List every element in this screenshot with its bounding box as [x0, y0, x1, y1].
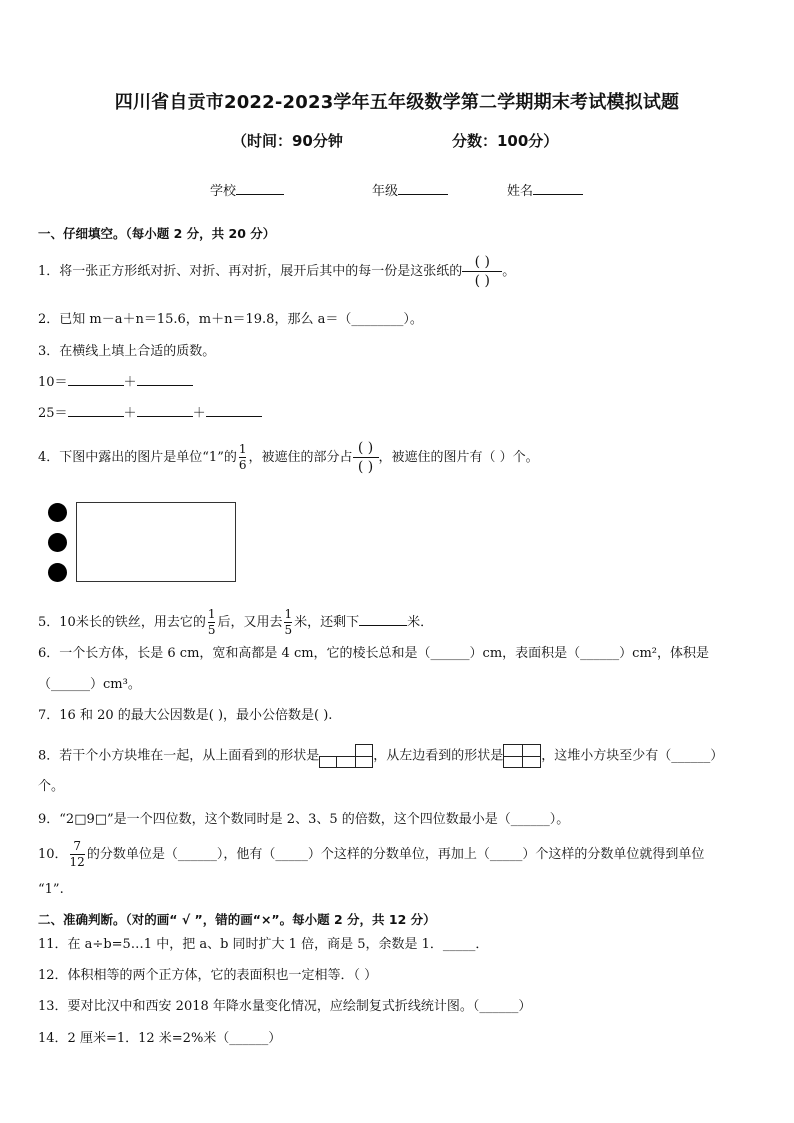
q10-den: 12: [69, 855, 85, 869]
q1-frac-bottom: ( ): [474, 273, 490, 289]
name-label: 姓名: [507, 184, 534, 199]
q3-line-25: [38, 405, 262, 423]
exam-time: （时间：90分钟: [232, 132, 343, 150]
grade-label: 年级: [372, 184, 399, 199]
q4-fraction-blank: [353, 440, 379, 475]
exam-score: 分数：100分）: [452, 132, 559, 150]
q3-line2-prefix: 25＝: [38, 406, 68, 421]
q1-text: 1．将一张正方形纸对折、对折、再对折，展开后其中的每一份是这张纸的: [38, 264, 463, 279]
q5-part1: 5．10米长的铁丝，用去它的: [38, 615, 206, 630]
q5-den2: 5: [284, 623, 293, 637]
q5-num1: 1: [207, 607, 216, 621]
q4-frac-bottom: ( ): [357, 459, 374, 475]
school-field: [210, 180, 284, 199]
exam-title: 四川省自贡市2022-2023学年五年级数学第二学期期末考试模拟试题: [114, 92, 680, 113]
q4-part2: ，被遮住的部分占: [248, 450, 353, 465]
cover-rectangle: [76, 502, 236, 582]
question-9: 9．“2□9□”是一个四位数，这个数同时是 2、3、5 的倍数，这个四位数最小是（______）。: [38, 812, 570, 827]
q4-fraction: [239, 443, 247, 472]
left-view-shape: [503, 744, 541, 768]
school-blank: [236, 194, 284, 195]
q1-end: 。: [502, 264, 516, 279]
question-10: [38, 840, 704, 869]
question-8: [38, 744, 723, 768]
question-12: 12．体积相等的两个正方体，它的表面积也一定相等．（ ）: [38, 968, 378, 983]
circle-icon: [48, 563, 67, 582]
question-14: 14．2 厘米=1．12 米=2%米（______）: [38, 1031, 282, 1046]
q10-text: 的分数单位是（______），他有（_____）个这样的分数单位，再加上（_____）个这样的分数单位就得到单位: [86, 847, 705, 862]
q8-part1: 8．若干个小方块堆在一起，从上面看到的形状是: [38, 748, 320, 764]
q3-blank: [137, 416, 193, 417]
q8-part3: ，这堆小方块至少有（______）: [541, 748, 724, 764]
q4-num: 1: [238, 442, 247, 456]
q3-line-10: [38, 374, 193, 392]
question-1: [38, 254, 515, 289]
q4-frac-top: ( ): [357, 440, 374, 456]
grade-field: [372, 180, 448, 199]
q4-den: 6: [238, 458, 247, 472]
plus-sign: ＋: [192, 406, 206, 421]
question-8-line-2: 个。: [38, 779, 65, 794]
q5-part3: 米，还剩下: [294, 615, 360, 630]
circle-icon: [48, 533, 67, 552]
q8-part2: ，从左边看到的形状是: [373, 748, 504, 764]
question-3: 3．在横线上填上合适的质数。: [38, 344, 216, 359]
grade-blank: [398, 194, 448, 195]
q5-blank: [359, 625, 407, 626]
question-6-line-2: （______）cm³。: [38, 677, 141, 692]
question-6-line-1: 6．一个长方体，长是 6 cm，宽和高都是 4 cm，它的棱长总和是（______）cm，表面积是（______）cm²，体积是: [38, 646, 709, 661]
q10-fraction: [70, 840, 85, 869]
name-field: [507, 180, 583, 199]
q5-part4: 米．: [407, 615, 434, 630]
name-blank: [533, 194, 583, 195]
question-11: 11．在 a÷b=5…1 中，把 a、b 同时扩大 1 倍，商是 5，余数是 1．_____．: [38, 937, 489, 952]
q10-num: 7: [73, 839, 81, 853]
question-2: 2．已知 m－a＋n＝15.6，m＋n＝19.8，那么 a＝（________）。: [38, 312, 423, 327]
question-13: 13．要对比汉中和西安 2018 年降水量变化情况，应绘制复式折线统计图。（______）: [38, 999, 532, 1014]
q10-prefix: 10．: [38, 847, 68, 862]
q3-line1-prefix: 10＝: [38, 375, 68, 390]
section-1-title: 一、仔细填空。（每小题 2 分，共 20 分）: [38, 226, 276, 241]
question-5: [38, 608, 433, 637]
top-view-shape: [319, 744, 373, 768]
q3-blank: [137, 385, 193, 386]
q4-part3: ，被遮住的图片有（ ）个。: [378, 450, 539, 465]
q5-fraction-2: [284, 608, 292, 637]
circle-icon: [48, 503, 67, 522]
plus-sign: ＋: [123, 375, 137, 390]
plus-sign: ＋: [123, 406, 137, 421]
section-2-title: 二、准确判断。（对的画“ √ ”，错的画“×”。每小题 2 分，共 12 分）: [38, 912, 436, 927]
q1-fraction-blank: [462, 254, 502, 289]
q4-part1: 4．下图中露出的图片是单位“1”的: [38, 450, 237, 465]
school-label: 学校: [210, 184, 237, 199]
q5-num2: 1: [284, 607, 293, 621]
q3-blank: [68, 385, 124, 386]
question-10-line-2: “1”.: [38, 882, 64, 897]
q5-fraction-1: [208, 608, 216, 637]
q5-part2: 后，又用去: [217, 615, 283, 630]
q3-blank: [68, 416, 124, 417]
q3-blank: [206, 416, 262, 417]
q5-den1: 5: [207, 623, 216, 637]
q1-frac-top: ( ): [474, 254, 490, 270]
question-7: 7．16 和 20 的最大公因数是( )，最小公倍数是( ).: [38, 708, 333, 723]
question-4: [38, 440, 539, 475]
